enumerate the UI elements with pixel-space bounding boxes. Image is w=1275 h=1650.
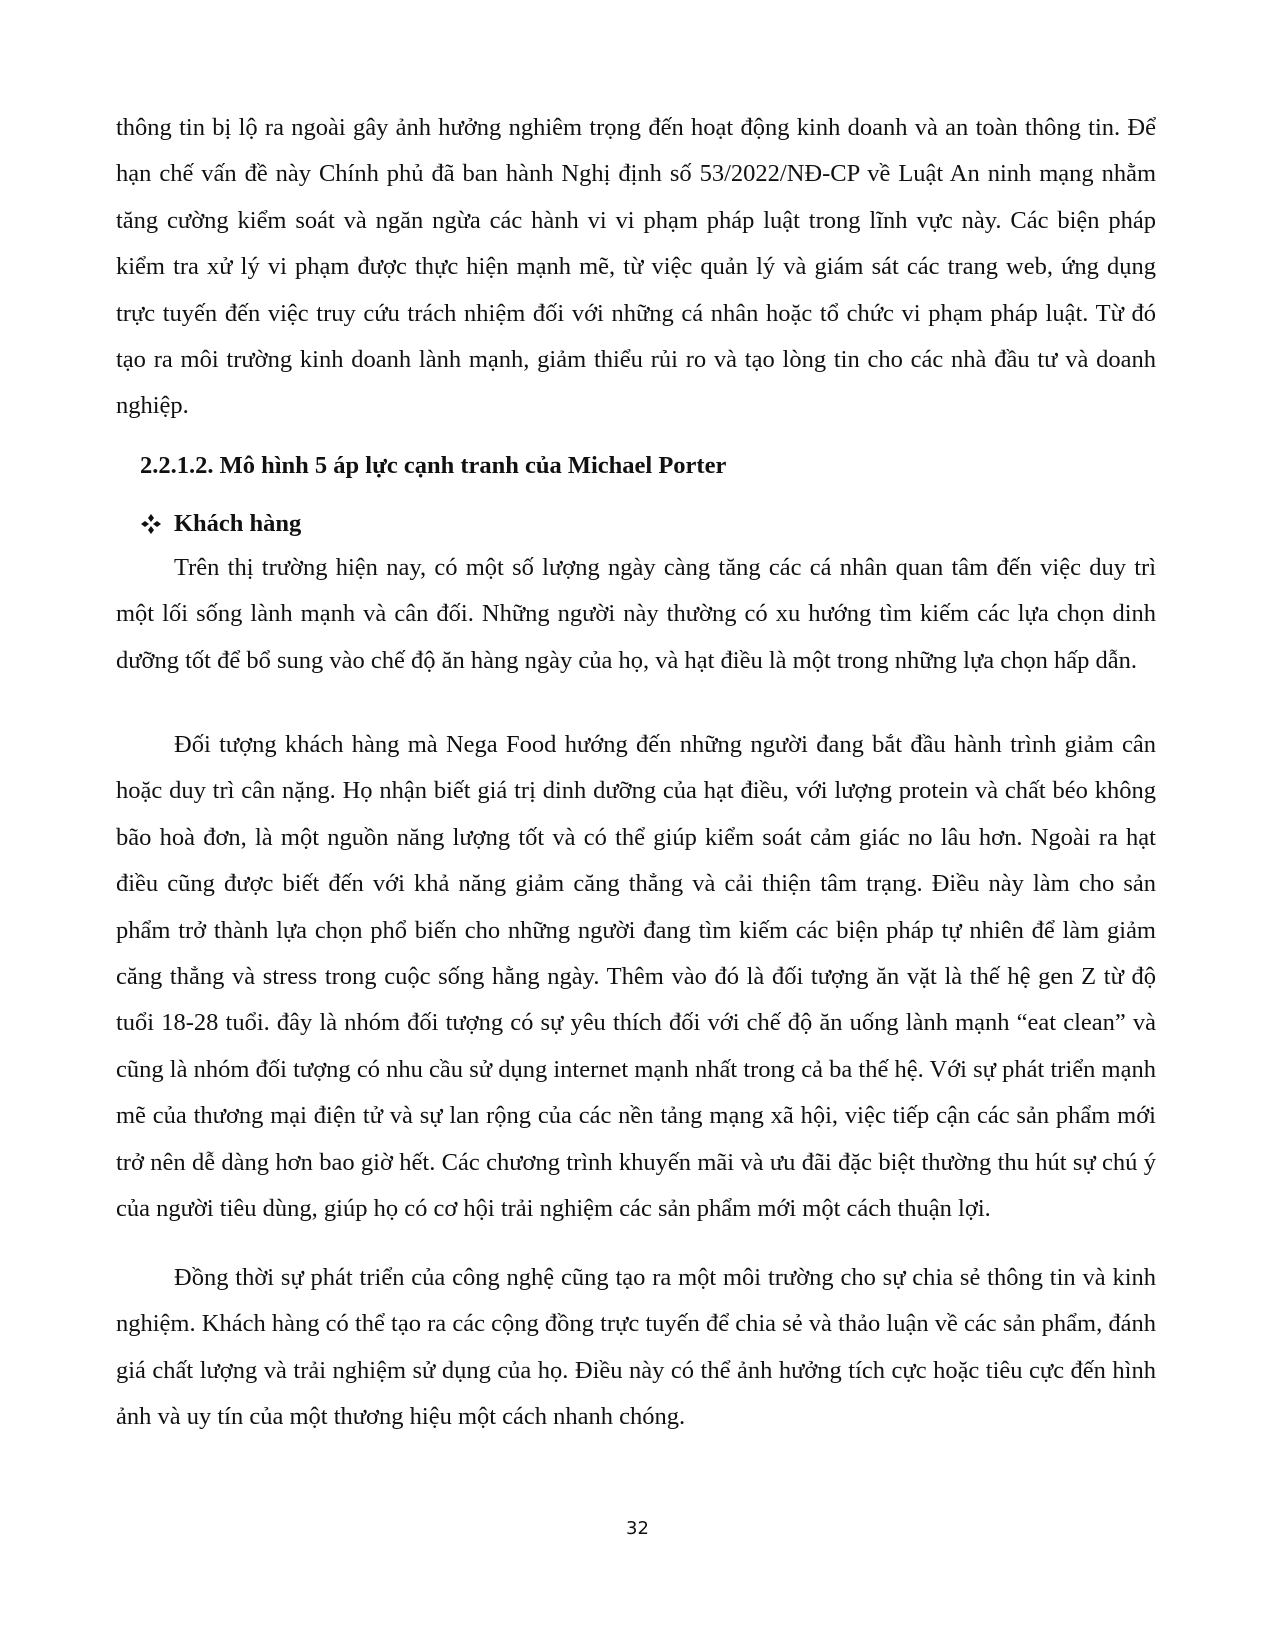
subsection-heading: Khách hàng: [174, 510, 302, 537]
body-paragraph-2: Đối tượng khách hàng mà Nega Food hướng đến những người đang bắt đầu hành trình giảm cân hoặc duy trì cân nặng. Họ nhận biết giá trị dinh dưỡng của hạt điều, với lượng protein và chất béo không bão hoà đơn, là một nguồn năng lượng tốt và có thể giúp kiểm soát cảm giác no lâu hơn. Ngoài ra hạt điều cũng được biết đến với khả năng giảm căng thẳng và cải thiện tâm trạng. Điều này làm cho sản phẩm trở thành lựa chọn phổ biến cho những người đang tìm kiếm các biện pháp tự nhiên để làm giảm căng thẳng và stress trong cuộc sống hằng ngày. Thêm vào đó là đối tượng ăn vặt là thế hệ gen Z từ độ tuổi 18-28 tuổi. đây là nhóm đối tượng có sự yêu thích đối với chế độ ăn uống lành mạnh “eat clean” và cũng là nhóm đối tượng có nhu cầu sử dụng internet mạnh nhất trong cả ba thế hệ. Với sự phát triển mạnh mẽ của thương mại điện tử và sự lan rộng của các nền tảng mạng xã hội, việc tiếp cận các sản phẩm mới trở nên dễ dàng hơn bao giờ hết. Các chương trình khuyến mãi và ưu đãi đặc biệt thường thu hút sự chú ý của người tiêu dùng, giúp họ có cơ hội trải nghiệm các sản phẩm mới một cách thuận lợi.: [116, 731, 1156, 1223]
section-heading: 2.2.1.2. Mô hình 5 áp lực cạnh tranh của Michael Porter: [140, 452, 727, 479]
intro-paragraph: thông tin bị lộ ra ngoài gây ảnh hưởng nghiêm trọng đến hoạt động kinh doanh và an toàn thông tin. Để hạn chế vấn đề này Chính phủ đã ban hành Nghị định số 53/2022/NĐ-CP về Luật An ninh mạng nhằm tăng cường kiểm soát và ngăn ngừa các hành vi vi phạm pháp luật trong lĩnh vực này. Các biện pháp kiểm tra xử lý vi phạm được thực hiện mạnh mẽ, từ việc quản lý và giám sát các trang web, ứng dụng trực tuyến đến việc truy cứu trách nhiệm đối với những cá nhân hoặc tổ chức vi phạm pháp luật. Từ đó tạo ra môi trường kinh doanh lành mạnh, giảm thiểu rủi ro và tạo lòng tin cho các nhà đầu tư và doanh nghiệp.: [116, 114, 1156, 420]
four-diamond-bullet-icon: [140, 513, 162, 535]
body-paragraph-1: Trên thị trường hiện nay, có một số lượng ngày càng tăng các cá nhân quan tâm đến việc duy trì một lối sống lành mạnh và cân đối. Những người này thường có xu hướng tìm kiếm các lựa chọn dinh dưỡng tốt để bổ sung vào chế độ ăn hàng ngày của họ, và hạt điều là một trong những lựa chọn hấp dẫn.: [116, 554, 1156, 674]
body-paragraph-3: Đồng thời sự phát triển của công nghệ cũng tạo ra một môi trường cho sự chia sẻ thông tin và kinh nghiệm. Khách hàng có thể tạo ra các cộng đồng trực tuyến để chia sẻ và thảo luận về các sản phẩm, đánh giá chất lượng và trải nghiệm sử dụng của họ. Điều này có thể ảnh hưởng tích cực hoặc tiêu cực đến hình ảnh và uy tín của một thương hiệu một cách nhanh chóng.: [116, 1264, 1156, 1431]
page-number: 32: [626, 1518, 649, 1539]
subsection-heading-row: [140, 510, 301, 538]
